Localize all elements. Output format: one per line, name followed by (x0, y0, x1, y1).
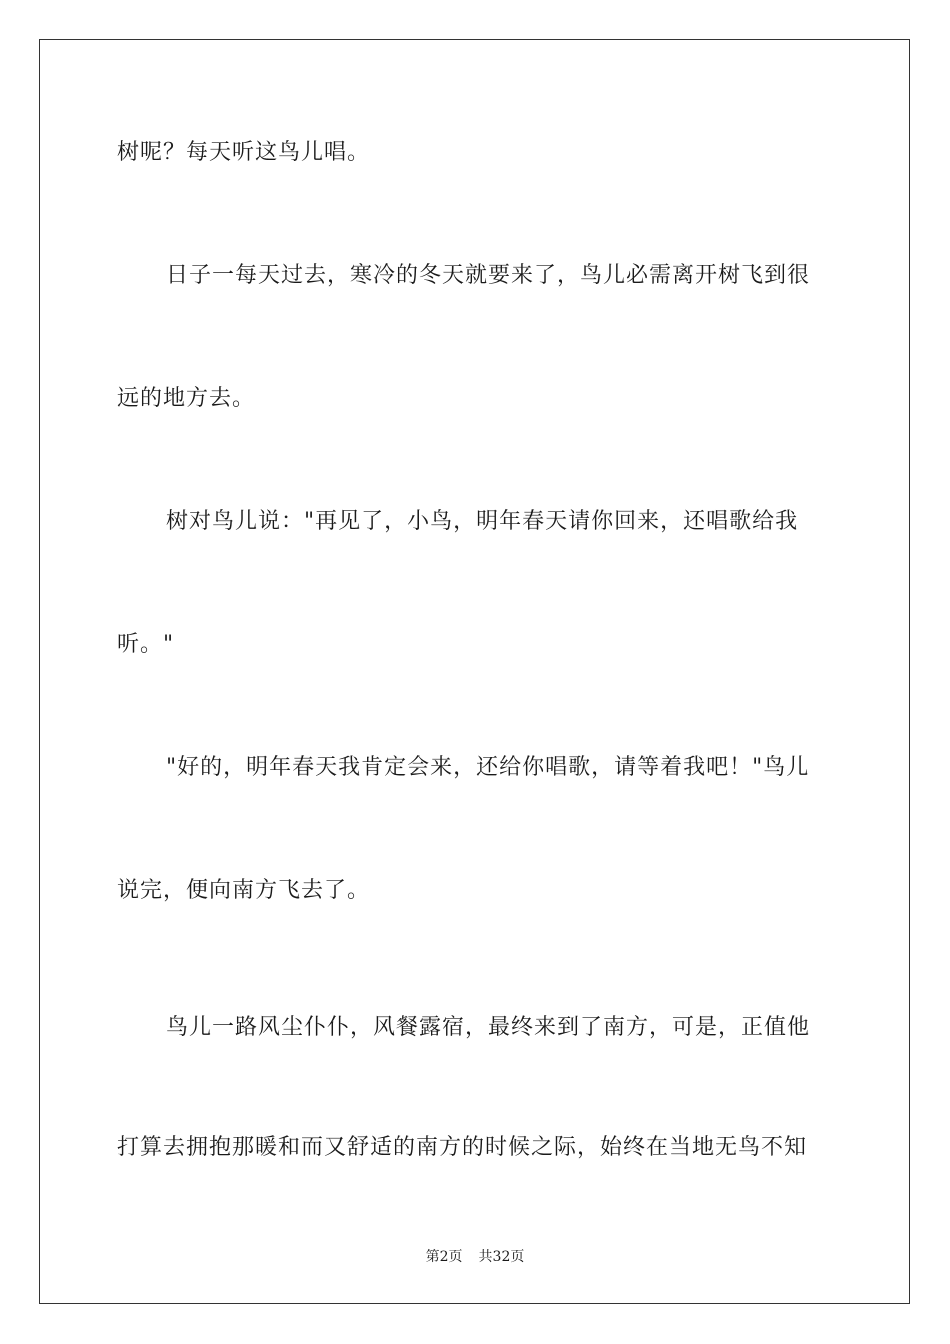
text-line: 说完，便向南方飞去了。 (117, 878, 371, 903)
paragraph-line: 鸟儿一路风尘仆仆，风餐露宿，最终来到了南方，可是，正值他 (166, 1015, 811, 1040)
paragraph-line: "好的，明年春天我肯定会来，还给你唱歌，请等着我吧！"鸟儿 (166, 755, 810, 780)
page-number: 第2页 (425, 1249, 463, 1265)
page-footer (0, 1248, 950, 1266)
total-pages: 共32页 (478, 1249, 525, 1265)
page-border (39, 39, 910, 1304)
text-line: 远的地方去。 (117, 386, 256, 411)
text-line: 打算去拥抱那暖和而又舒适的南方的时候之际，始终在当地无鸟不知 (117, 1135, 808, 1160)
text-line: 听。" (117, 632, 175, 657)
paragraph-line: 日子一每天过去，寒冷的冬天就要来了，鸟儿必需离开树飞到很 (166, 263, 811, 288)
paragraph-line: 树对鸟儿说："再见了，小鸟，明年春天请你回来，还唱歌给我 (166, 509, 799, 534)
text-line: 树呢？每天听这鸟儿唱。 (117, 140, 371, 165)
